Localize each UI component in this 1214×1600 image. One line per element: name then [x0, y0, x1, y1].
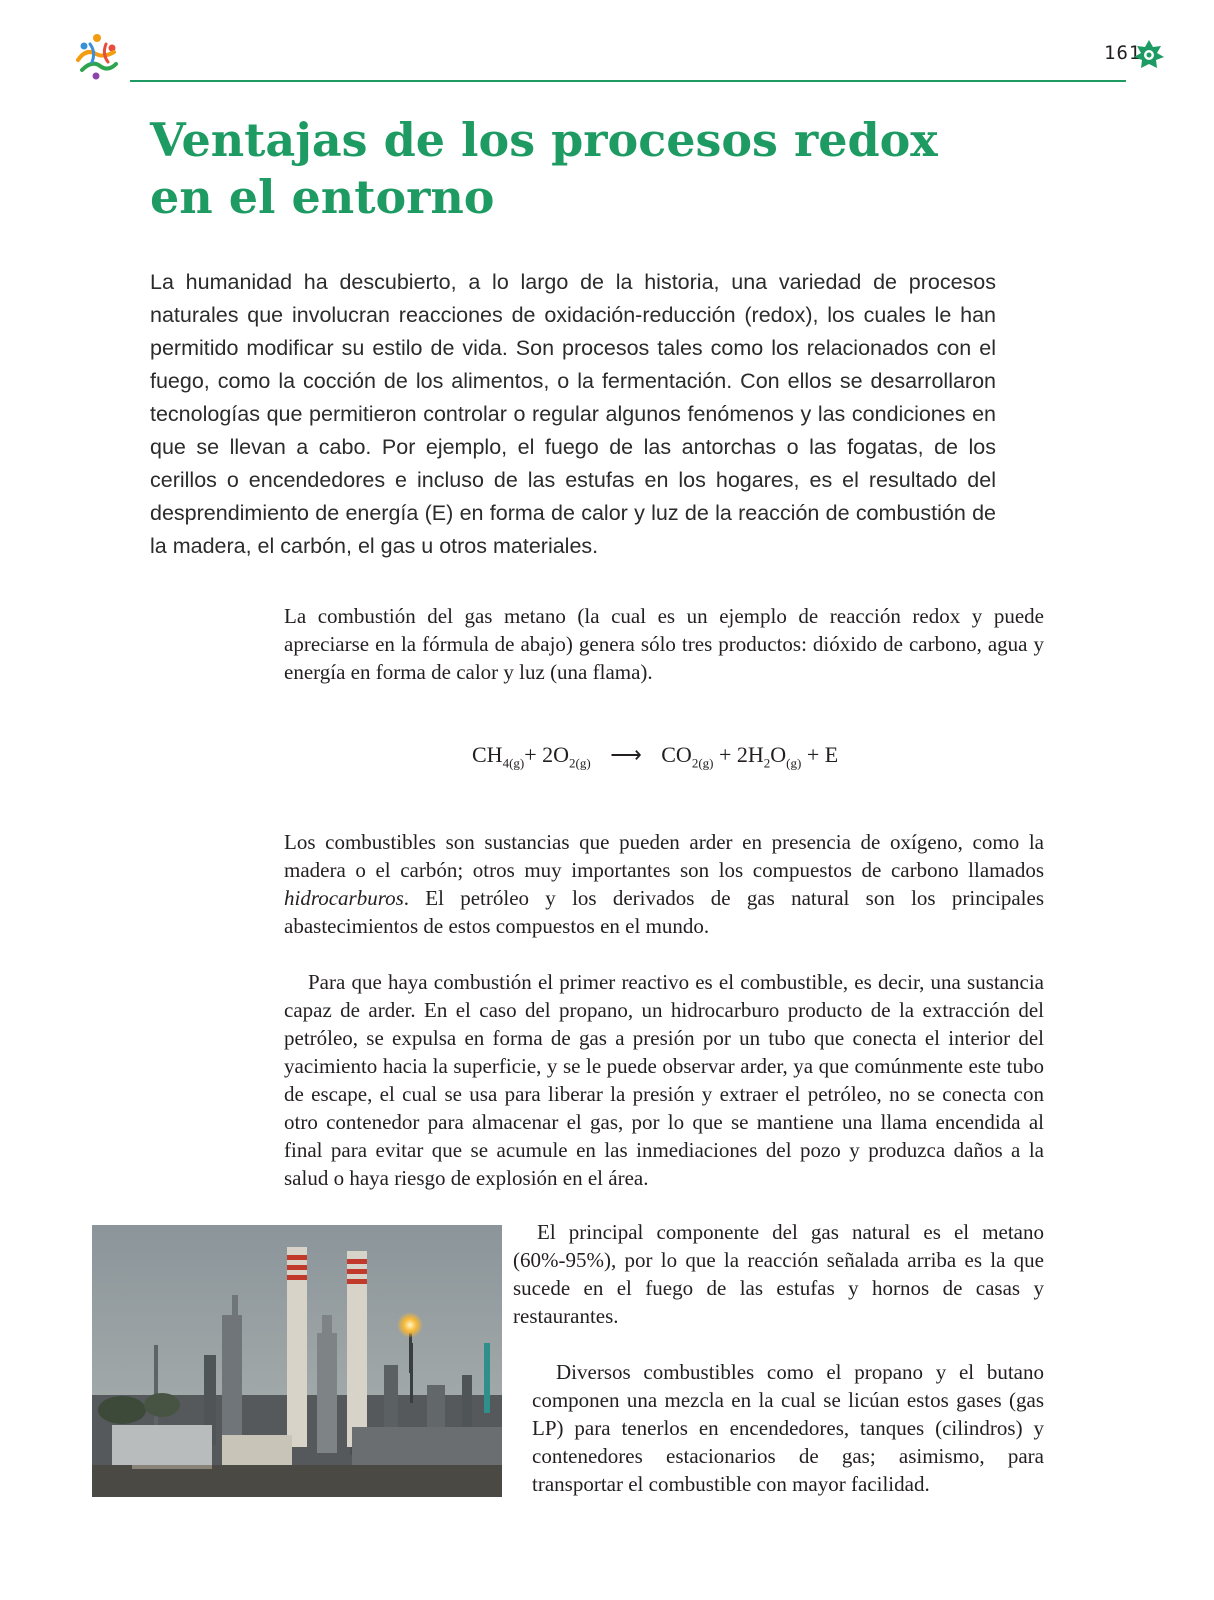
reaction-arrow-icon: ⟶	[610, 742, 642, 767]
people-circle-logo-icon	[70, 30, 126, 86]
eq-sub: 4(g)	[502, 755, 525, 771]
eq-product-2: + 2H	[718, 742, 764, 767]
eq-sub: 2(g)	[569, 755, 591, 771]
natural-gas-paragraph: El principal componente del gas natural es el metano (60%-95%), por lo que la reacción señalada arriba es la que sucede en el fuego de las estufas y hornos de casas y restaurantes.	[513, 1220, 1044, 1328]
eq-product-1: CO	[661, 742, 692, 767]
eq-sub: 2(g)	[691, 755, 714, 771]
fuels-text-before: Los combustibles son sustancias que pueden arder en presencia de oxígeno, como la madera o el carbón; otros muy importantes son los compuestos de carbono llamados	[284, 830, 1044, 882]
page-title	[150, 112, 1050, 226]
intro-paragraph: La humanidad ha descubierto, a lo largo de la historia, una variedad de procesos naturales que involucran reacciones de oxidación-reducción (redox), los cuales le han permitido modificar su estilo de vida. Son procesos tales como los relacionados con el fuego, como la cocción de los alimentos, o la fermentación. Con ellos se desarrollaron tecnologías que permitieron controlar o regular algunos fenómenos y las condiciones en que se llevan a cabo. Por ejemplo, el fuego de las antorchas o las fogatas, de los cerillos o encendedores e incluso de las estufas en los hogares, es el resultado del desprendimiento de energía (E) en forma de calor y luz de la reacción de combustión de la madera, el carbón, el gas u otros materiales.	[150, 270, 996, 558]
lp-gas-paragraph: Diversos combustibles como el propano y el butano componen una mezcla en la cual se licúan estos gases (gas LP) para tenerlos en encendedores, tanques (cilindros) y contenedores estacionarios de gas; asimismo, para transportar el combustible con mayor facilidad.	[532, 1360, 1044, 1496]
eq-energy: + E	[806, 742, 839, 767]
methane-paragraph: La combustión del gas metano (la cual es un ejemplo de reacción redox y puede apreciarse en la fórmula de abajo) genera sólo tres productos: dióxido de carbono, agua y energía en forma de calor y luz (una flama).	[284, 604, 1044, 684]
eq-reactant-2: + 2O	[524, 742, 570, 767]
header-rule	[130, 80, 1126, 82]
title-line-1: Ventajas de los procesos redox	[150, 113, 938, 167]
eq-product-2-o: O	[770, 742, 787, 767]
fuels-paragraph	[284, 828, 1044, 940]
title-line-2: en el entorno	[150, 170, 495, 224]
eq-reactant-1: CH	[472, 742, 503, 767]
page-number: 161	[1104, 42, 1142, 64]
fuels-italic-term: hidrocarburos	[284, 886, 404, 910]
propane-paragraph: Para que haya combustión el primer reactivo es el combustible, es decir, una sustancia capaz de arder. En el caso del propano, un hidrocarburo producto de la extracción del petróleo, se expulsa en forma de gas a presión por un tubo que conecta el interior del yacimiento hacia la superficie, y se le puede observar arder, ya que comúnmente este tubo de escape, el cual se usa para liberar la presión y extraer el petróleo, no se conecta con otro contenedor para almacenar el gas, por lo que se mantiene una llama encendida al final para evitar que se acumule en las inmediaciones del pozo y produzca daños a la salud o haya riesgo de explosión en el área.	[284, 970, 1044, 1190]
green-emblem-icon	[1132, 38, 1166, 72]
eq-sub: (g)	[786, 755, 802, 771]
eq-sub: 2	[763, 755, 771, 771]
combustion-equation	[472, 742, 838, 771]
refinery-photo	[92, 1225, 502, 1497]
fuels-text-after: . El petróleo y los derivados de gas natural son los principales abastecimientos de estos compuestos en el mundo.	[284, 886, 1044, 938]
